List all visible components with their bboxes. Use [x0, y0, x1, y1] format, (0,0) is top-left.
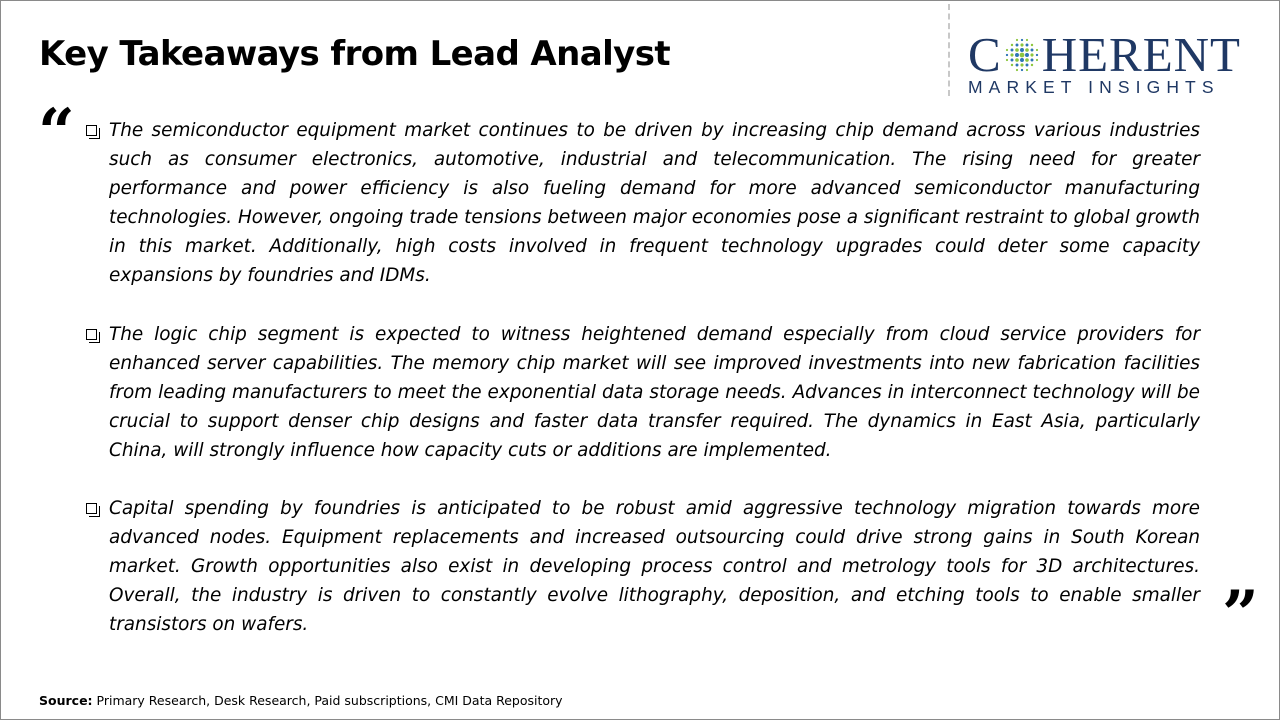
bullet-text: The semiconductor equipment market continues to be driven by increasing chip demand across various industries such as consumer electronics, automotive, industrial and telecommunication. The rising need for greater performance and power efficiency is also fueling demand for more advanced semiconductor manufacturing technologies. However, ongoing trade tensions between major economies pose a significant restraint to global growth in this market. Additionally, high costs involved in frequent technology upgrades could deter some capacity expansions by foundries and IDMs.	[109, 120, 1200, 286]
bullet-item	[86, 116, 1200, 290]
logo-wordmark	[968, 27, 1263, 82]
globe-dot	[1025, 53, 1029, 57]
globe-dot	[1010, 53, 1013, 56]
globe-dot	[1015, 48, 1019, 52]
globe-dot	[1010, 64, 1012, 66]
globe-dot	[1020, 58, 1024, 62]
globe-icon	[1003, 36, 1041, 74]
globe-dot	[1015, 64, 1018, 67]
globe-dot	[1016, 39, 1018, 41]
globe-dot	[1019, 53, 1024, 58]
globe-dot	[1020, 63, 1023, 66]
globe-dot	[1025, 58, 1029, 62]
globe-dot	[1021, 69, 1023, 71]
bullet-text: Capital spending by foundries is anticipated to be robust amid aggressive technology migration towards more advanced nodes. Equipment replacements and increased outsourcing could drive strong gains in South Korean market. Growth opportunities also exist in developing process control and metrology tools for 3D architectures. Overall, the industry is driven to constantly evolve lithography, deposition, and etching tools to enable smaller transistors on wafers.	[109, 498, 1200, 635]
globe-dot	[1026, 69, 1028, 71]
globe-dot	[1016, 69, 1018, 71]
globe-dot	[1006, 59, 1008, 61]
globe-dot	[1010, 44, 1012, 46]
globe-dot	[1020, 48, 1024, 52]
logo-tagline: MARKET INSIGHTS	[968, 77, 1220, 97]
globe-dot	[1036, 49, 1038, 51]
open-quote-icon: “	[38, 95, 75, 170]
logo-letter-c: C	[968, 27, 1002, 82]
globe-dot	[1015, 53, 1019, 57]
checkbox-bullet-icon	[86, 503, 97, 514]
globe-dot	[1025, 44, 1028, 47]
globe-dot	[1030, 53, 1033, 56]
logo-divider	[948, 4, 950, 96]
globe-dot	[1015, 58, 1019, 62]
globe-dot	[1030, 59, 1033, 62]
globe-dot	[1030, 44, 1032, 46]
source-footer	[39, 693, 563, 708]
globe-dot	[1026, 39, 1028, 41]
globe-dot	[1030, 64, 1032, 66]
company-logo	[968, 27, 1263, 102]
close-quote-icon: ”	[1222, 577, 1259, 652]
globe-dot	[1036, 54, 1038, 56]
globe-dot	[1021, 39, 1023, 41]
bullet-text: The logic chip segment is expected to witness heightened demand especially from cloud service providers for enhanced server capabilities. The memory chip market will see improved investments into new fabrication facilities from leading manufacturers to meet the exponential data storage needs. Advances in interconnect technology will be crucial to support denser chip designs and faster data transfer required. The dynamics in East Asia, particularly China, will strongly influence how capacity cuts or additions are implemented.	[109, 324, 1200, 461]
globe-dot	[1010, 59, 1013, 62]
globe-dot	[1006, 54, 1008, 56]
source-label: Source:	[39, 693, 93, 708]
globe-dot	[1015, 44, 1018, 47]
globe-dot	[1010, 49, 1013, 52]
bullet-item	[86, 320, 1200, 465]
checkbox-bullet-icon	[86, 329, 97, 340]
source-text: Primary Research, Desk Research, Paid subscriptions, CMI Data Repository	[92, 693, 563, 708]
bullet-item	[86, 494, 1200, 639]
page-title: Key Takeaways from Lead Analyst	[39, 34, 671, 74]
checkbox-bullet-icon	[86, 125, 97, 136]
globe-dot	[1006, 49, 1008, 51]
globe-dot	[1036, 59, 1038, 61]
globe-dot	[1020, 43, 1023, 46]
globe-dot	[1025, 64, 1028, 67]
globe-dot	[1025, 48, 1029, 52]
globe-dot	[1030, 49, 1033, 52]
logo-letters-herent: HERENT	[1041, 27, 1241, 82]
